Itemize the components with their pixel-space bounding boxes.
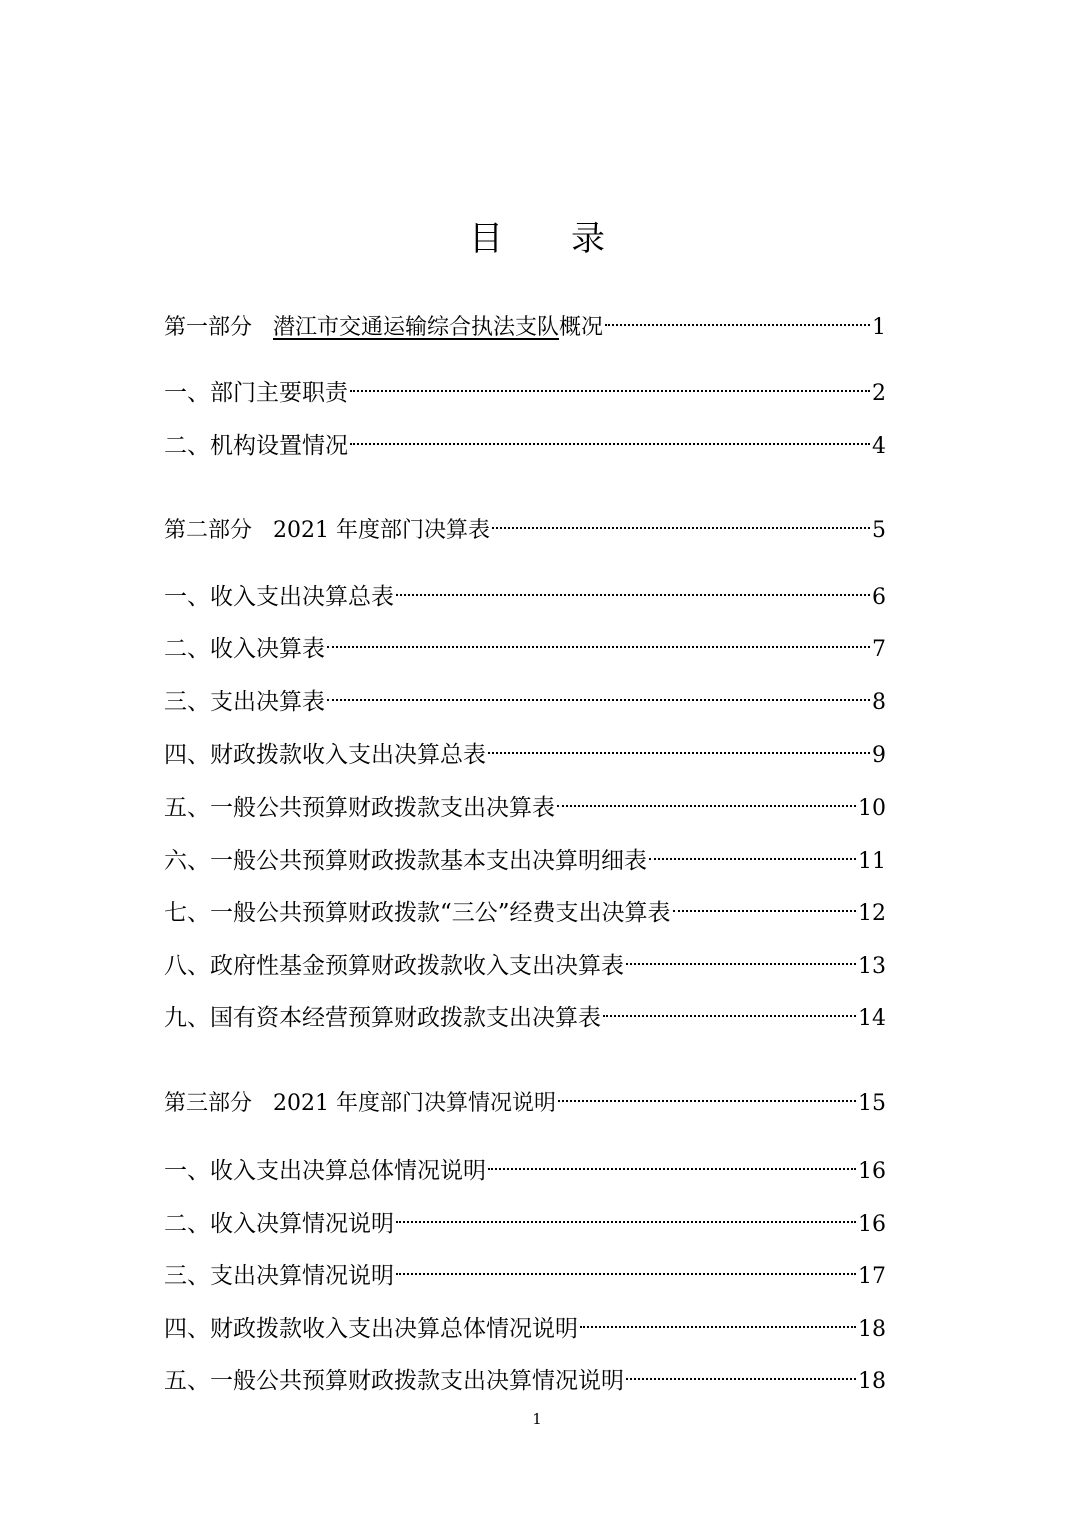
toc-item-label: 九、国有资本经营预算财政拨款支出决算表 — [164, 1005, 601, 1031]
toc-part-2-year: 2021 — [273, 518, 329, 543]
toc-item[interactable] — [164, 675, 886, 715]
toc-part-2[interactable] — [164, 503, 886, 543]
toc-item-label: 四、财政拨款收入支出决算总体情况说明 — [164, 1316, 578, 1342]
toc-page-number: 5 — [872, 518, 886, 543]
toc-part-2-prefix: 第二部分 — [164, 518, 253, 543]
toc-item[interactable] — [164, 1197, 886, 1237]
toc-page-number: 10 — [858, 796, 886, 821]
toc-part-1-label — [164, 311, 603, 345]
toc-item[interactable] — [164, 939, 886, 979]
toc-page-number: 8 — [872, 690, 886, 715]
toc-part-2-label — [164, 514, 490, 548]
toc-item-label: 二、机构设置情况 — [164, 433, 348, 459]
toc-item[interactable] — [164, 991, 886, 1031]
toc-item[interactable] — [164, 622, 886, 662]
toc-page-number: 9 — [872, 743, 886, 768]
toc-page-number: 13 — [858, 954, 886, 979]
toc-page-number: 6 — [872, 585, 886, 610]
dot-leader — [603, 991, 856, 1025]
dot-leader — [488, 728, 870, 762]
toc-item-label: 五、一般公共预算财政拨款支出决算表 — [164, 795, 555, 821]
toc-part-1[interactable] — [164, 300, 886, 340]
toc-page-number: 16 — [858, 1159, 886, 1184]
toc-part-3-year: 2021 — [273, 1091, 329, 1116]
dot-leader — [327, 622, 870, 656]
toc-page-number: 1 — [872, 315, 886, 340]
toc-item[interactable] — [164, 1249, 886, 1289]
dot-leader — [605, 300, 870, 334]
toc-page-number: 12 — [858, 901, 886, 926]
toc-part-3-prefix: 第三部分 — [164, 1091, 253, 1116]
dot-leader — [673, 886, 856, 920]
dot-leader — [649, 834, 856, 868]
toc-part-3[interactable] — [164, 1076, 886, 1116]
toc-item-label: 二、收入决算情况说明 — [164, 1211, 394, 1237]
dot-leader — [327, 675, 870, 709]
toc-page-number: 7 — [872, 637, 886, 662]
toc-item-label: 三、支出决算情况说明 — [164, 1263, 394, 1289]
toc-item-label: 六、一般公共预算财政拨款基本支出决算明细表 — [164, 848, 647, 874]
toc-page-number: 4 — [872, 434, 886, 459]
dot-leader — [558, 1076, 856, 1110]
toc-item-label: 三、支出决算表 — [164, 689, 325, 715]
toc-page-number: 16 — [858, 1212, 886, 1237]
toc-item-label: 八、政府性基金预算财政拨款收入支出决算表 — [164, 953, 624, 979]
toc-item[interactable] — [164, 728, 886, 768]
toc-page-number: 17 — [858, 1264, 886, 1289]
page-title: 目录 — [469, 219, 673, 259]
toc-item[interactable] — [164, 570, 886, 610]
toc-item-label: 一、收入支出决算总体情况说明 — [164, 1158, 486, 1184]
toc-item[interactable] — [164, 1302, 886, 1342]
footer-page-number: 1 — [532, 1410, 542, 1428]
toc-item-label: 二、收入决算表 — [164, 636, 325, 662]
toc-part-3-label — [164, 1087, 556, 1121]
toc-item-label: 五、一般公共预算财政拨款支出决算情况说明 — [164, 1368, 624, 1394]
toc-page-number: 11 — [858, 849, 886, 874]
toc-page-number: 15 — [858, 1091, 886, 1116]
dot-leader — [492, 503, 870, 537]
dot-leader — [396, 1197, 856, 1231]
toc-page-number: 18 — [858, 1369, 886, 1394]
dot-leader — [396, 1249, 856, 1283]
toc-item-label: 四、财政拨款收入支出决算总表 — [164, 742, 486, 768]
toc-item[interactable] — [164, 366, 886, 406]
toc-part-2-title: 年度部门决算表 — [336, 518, 491, 543]
toc-item[interactable] — [164, 781, 886, 821]
dot-leader — [350, 419, 870, 453]
toc-part-1-title: 潜江市交通运输综合执法支队 — [273, 315, 560, 340]
toc-page-number: 14 — [858, 1006, 886, 1031]
toc-item[interactable] — [164, 886, 886, 926]
dot-leader — [557, 781, 856, 815]
toc-page-number: 18 — [858, 1317, 886, 1342]
toc-item-label: 一、收入支出决算总表 — [164, 584, 394, 610]
dot-leader — [396, 570, 870, 604]
dot-leader — [488, 1144, 856, 1178]
dot-leader — [626, 939, 856, 973]
toc-item-label: 一、部门主要职责 — [164, 380, 348, 406]
toc-item[interactable] — [164, 419, 886, 459]
toc-part-3-title: 年度部门决算情况说明 — [336, 1091, 557, 1116]
toc-part-1-suffix: 概况 — [559, 315, 604, 340]
toc-item-label: 七、一般公共预算财政拨款“三公”经费支出决算表 — [164, 900, 671, 926]
toc-item[interactable] — [164, 1144, 886, 1184]
toc-part-1-prefix: 第一部分 — [164, 315, 253, 340]
dot-leader — [580, 1302, 856, 1336]
dot-leader — [626, 1354, 856, 1388]
toc-item[interactable] — [164, 834, 886, 874]
dot-leader — [350, 366, 870, 400]
toc-item[interactable] — [164, 1354, 886, 1394]
toc-page-number: 2 — [872, 381, 886, 406]
